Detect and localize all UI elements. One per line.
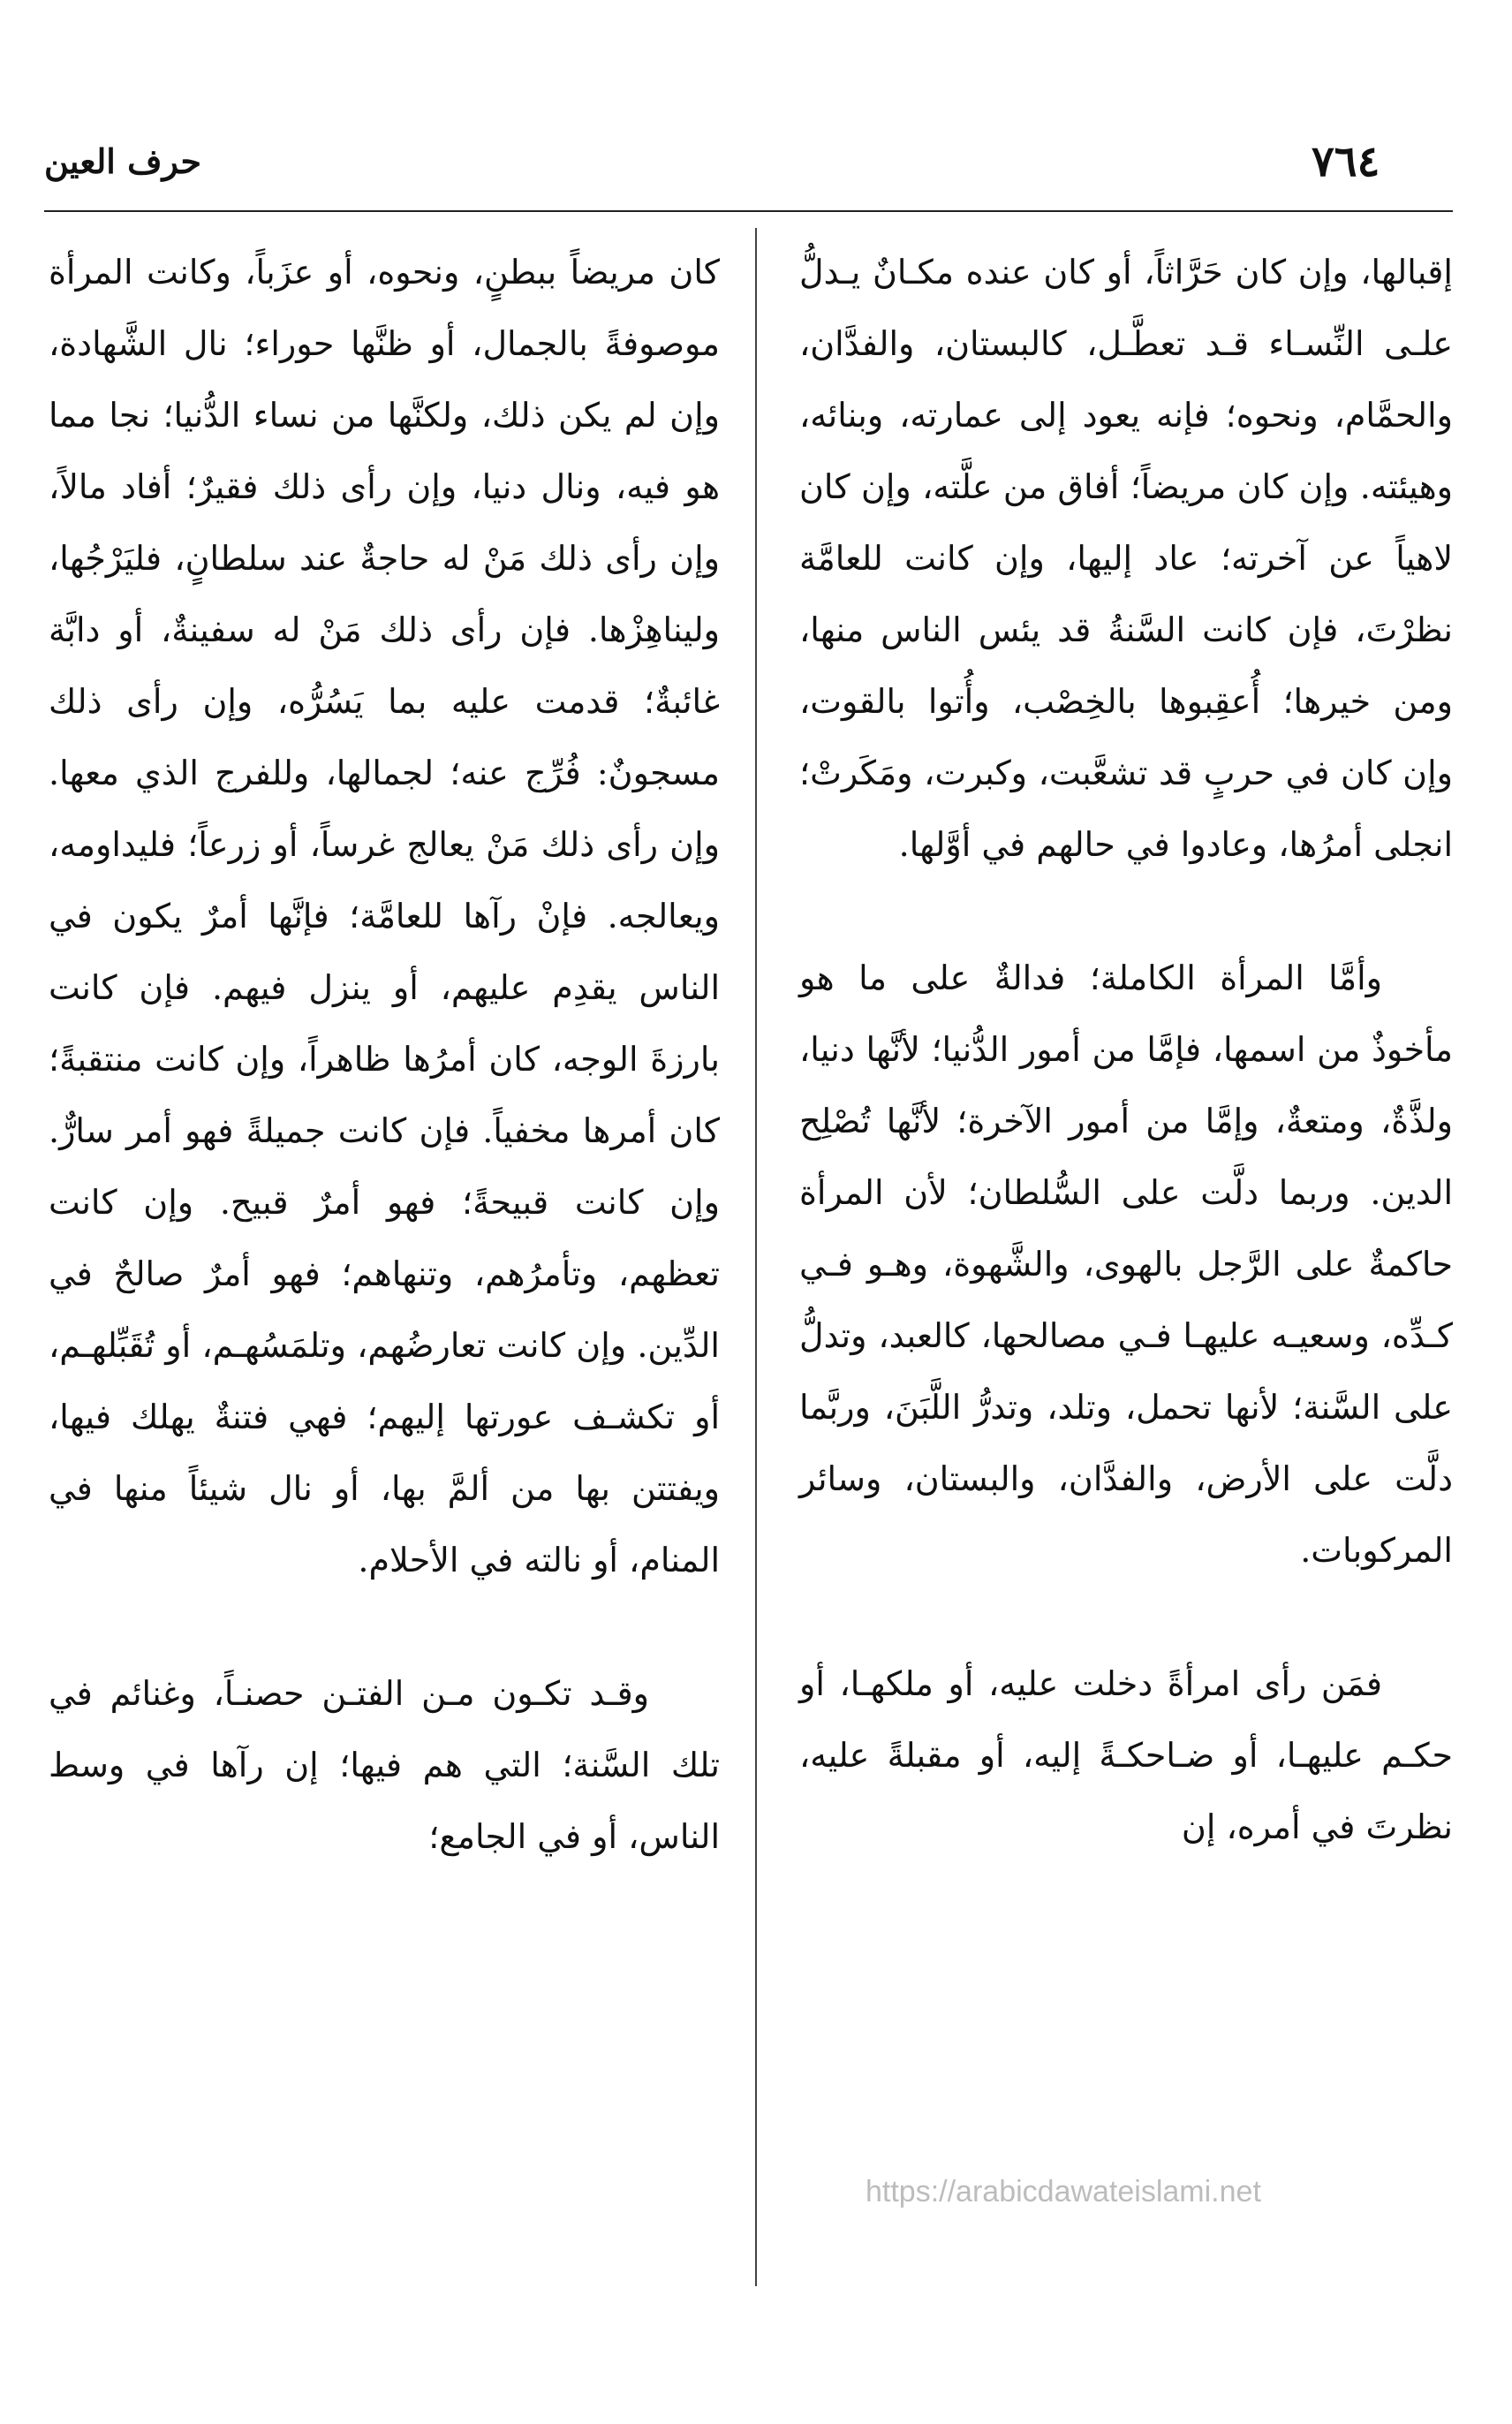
paragraph: إقبالها، وإن كان حَرَّاثاً، أو كان عنده مكـانٌ يـدلُّ علـى النِّسـاء قـد تعطَّـل، كالبستان، والفدَّان، والحمَّام، ونحوه؛ فإنه يعود إلى عمارته، وبنائه، وهيئته. وإن كان مريضاً؛ أفاق من علَّته، وإن كان لاهياً عن آخرته؛ عاد إليها، وإن كانت للعامَّة نظرْتَ، فإن كانت السَّنةُ قد يئس الناس منها، ومن خيرها؛ أُعقِبوها بالخِصْب، وأُتوا بالقوت، وإن كان في حربٍ قد تشعَّبت، وكبرت، ومَكَرتْ؛ انجلى أمرُها، وعادوا في حالهم في أوَّلها.: [799, 253, 1453, 864]
running-header-title: حرف العين: [44, 141, 201, 181]
paragraph-gap: [799, 1587, 1453, 1648]
paragraph: وأمَّا المرأة الكاملة؛ فدالةٌ على ما هو مأخوذٌ من اسمها، فإمَّا من أمور الدُّنيا؛ لأنَّها دنيا، ولذَّةٌ، ومتعةٌ، وإمَّا من أمور الآخرة؛ لأنَّها تُصْلِح الدين. وربما دلَّت على السُّلطان؛ لأن المرأة حاكمةٌ على الرَّجل بالهوى، والشَّهوة، وهـو فـي كـدِّه، وسعيـه عليهـا فـي مصالحها، كالعبد، وتدلُّ على السَّنة؛ لأنها تحمل، وتلد، وتدرُّ اللَّبَنَ، وربَّما دلَّت على الأرض، والفدَّان، والبستان، وسائر المركوبات.: [799, 958, 1453, 1570]
header-rule: [44, 210, 1453, 212]
left-column: [49, 237, 720, 1873]
paragraph: فمَن رأى امرأةً دخلت عليه، أو ملكهـا، أو حكـم عليهـا، أو ضـاحكـةً إليه، أو مقبلةً عليه، نظرتَ في أمره، إن: [799, 1664, 1453, 1846]
paragraph-gap: [799, 881, 1453, 943]
right-column: [799, 237, 1453, 1863]
column-divider: [755, 228, 757, 2286]
watermark-url: https://arabicdawateislami.net: [866, 2175, 1261, 2208]
paragraph-gap: [49, 1596, 720, 1658]
paragraph: كان مريضاً ببطنٍ، ونحوه، أو عزَباً، وكانت المرأة موصوفةً بالجمال، أو ظنَّها حوراء؛ نال الشَّهادة، وإن لم يكن ذلك، ولكنَّها من نساء الدُّنيا؛ نجا مما هو فيه، ونال دنيا، وإن رأى ذلك فقيرٌ؛ أفاد مالاً، وإن رأى ذلك مَنْ له حاجةٌ عند سلطانٍ، فليَرْجُها، وليناهِزْها. فإن رأى ذلك مَنْ له سفينةٌ، أو دابَّة غائبةٌ؛ قدمت عليه بما يَسُرُّه، وإن رأى ذلك مسجونٌ: فُرِّج عنه؛ لجمالها، وللفرج الذي معها. وإن رأى ذلك مَنْ يعالج غرساً، أو زرعاً؛ فليداومه، ويعالجه. فإنْ رآها للعامَّة؛ فإنَّها أمرٌ يكون في الناس يقدِم عليهم، أو ينزل فيهم. فإن كانت بارزةَ الوجه، كان أمرُها ظاهراً، وإن كانت منتقبةً؛ كان أمرها مخفياً. فإن كانت جميلةً فهو أمر سارٌّ. وإن كانت قبيحةً؛ فهو أمرٌ قبيح. وإن كانت تعظهم، وتأمرُهم، وتنهاهم؛ فهو أمرٌ صالحٌ في الدِّين. وإن كانت تعارضُهم، وتلمَسُهـم، أو تُقَبِّلهـم، أو تكشـف عورتها إليهم؛ فهي فتنةٌ يهلك فيها، ويفتتن بها من ألمَّ بها، أو نال شيئاً منها في المنام، أو نالته في الأحلام.: [49, 253, 720, 1579]
page-number: ٧٦٤: [1312, 137, 1380, 186]
paragraph: وقـد تكـون مـن الفتـن حصنـاً، وغنائم في تلك السَّنة؛ التي هم فيها؛ إن رآها في وسط الناس، أو في الجامع؛: [49, 1674, 720, 1856]
